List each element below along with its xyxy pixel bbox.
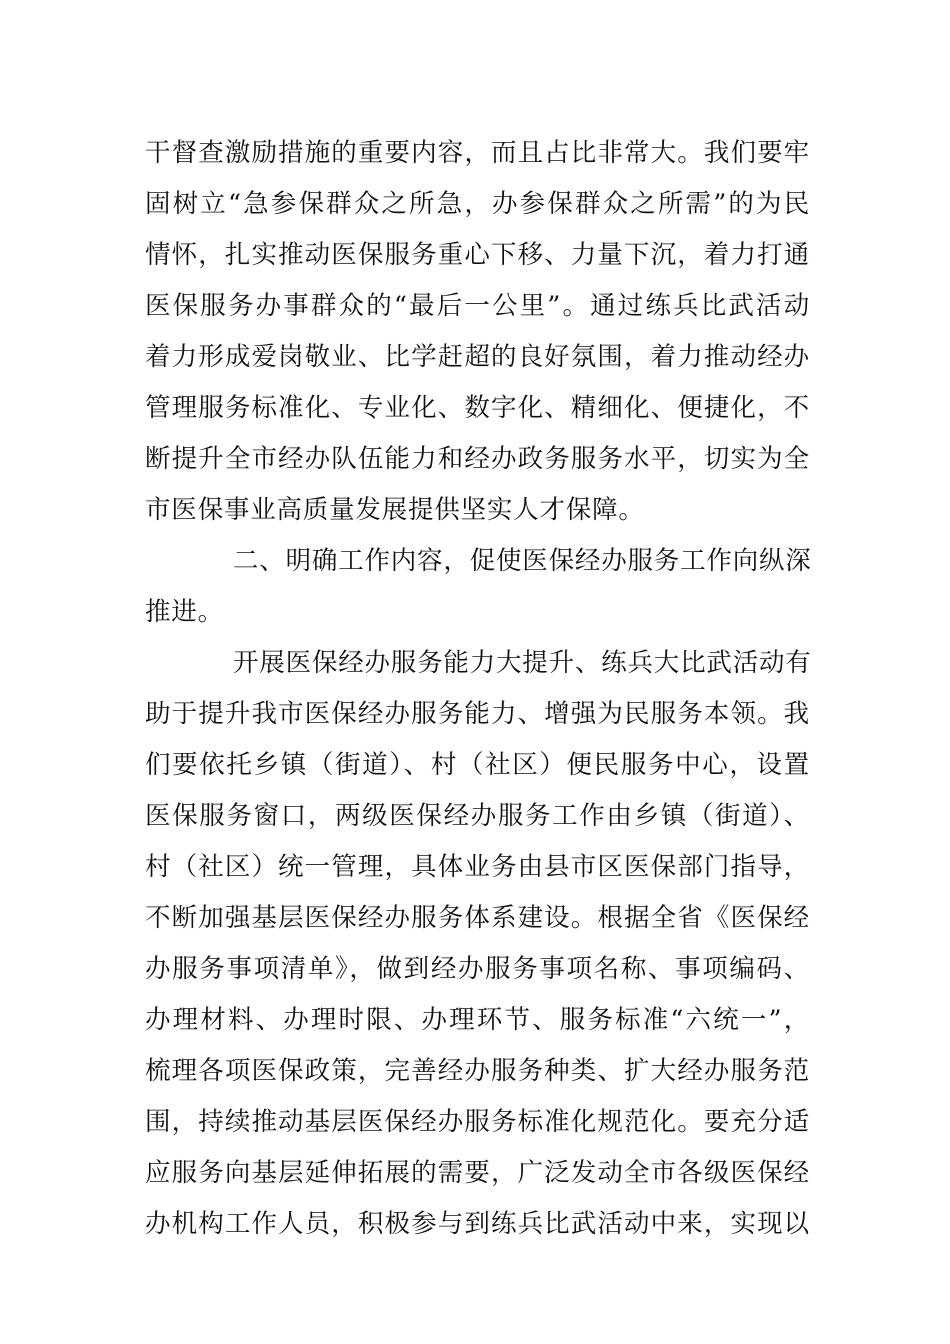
section-heading: 二、明确工作内容，促使医保经办服务工作向纵深 (233, 546, 812, 576)
text-line: 医保服务窗口，两级医保经办服务工作由乡镇（街道）、 (145, 801, 810, 831)
text-line: 干督查激励措施的重要内容，而且占比非常大。我们要牢 (145, 138, 810, 168)
text-line: 围，持续推动基层医保经办服务标准化规范化。要充分适 (145, 1107, 810, 1137)
text-line: 着力形成爱岗敬业、比学赶超的良好氛围，着力推动经办 (145, 342, 810, 372)
text-line: 管理服务标准化、专业化、数字化、精细化、便捷化，不 (145, 393, 810, 423)
paragraph-start: 开展医保经办服务能力大提升、练兵大比武活动有 (233, 648, 812, 678)
text-line: 医保服务办事群众的“最后一公里”。通过练兵比武活动 (145, 291, 810, 321)
text-line: 情怀，扎实推动医保服务重心下移、力量下沉，着力打通 (145, 240, 810, 270)
text-line: 办机构工作人员，积极参与到练兵比武活动中来，实现以 (145, 1209, 810, 1239)
text-line: 应服务向基层延伸拓展的需要，广泛发动全市各级医保经 (145, 1158, 810, 1188)
text-line: 助于提升我市医保经办服务能力、增强为民服务本领。我 (145, 699, 810, 729)
text-line: 们要依托乡镇（街道）、村（社区）便民服务中心，设置 (145, 750, 810, 780)
text-line: 断提升全市经办队伍能力和经办政务服务水平，切实为全 (145, 444, 810, 474)
text-line: 办理材料、办理时限、办理环节、服务标准“六统一”， (145, 1005, 810, 1035)
text-line: 固树立“急参保群众之所急，办参保群众之所需”的为民 (145, 189, 810, 219)
document-body (145, 128, 810, 1250)
text-line: 村（社区）统一管理，具体业务由县市区医保部门指导， (145, 852, 810, 882)
text-line: 不断加强基层医保经办服务体系建设。根据全省《医保经 (145, 903, 810, 933)
text-line: 梳理各项医保政策，完善经办服务种类、扩大经办服务范 (145, 1056, 810, 1086)
section-heading-continued: 推进。 (145, 597, 224, 627)
text-line: 市医保事业高质量发展提供坚实人才保障。 (145, 495, 645, 525)
text-line: 办服务事项清单》，做到经办服务事项名称、事项编码、 (145, 954, 810, 984)
